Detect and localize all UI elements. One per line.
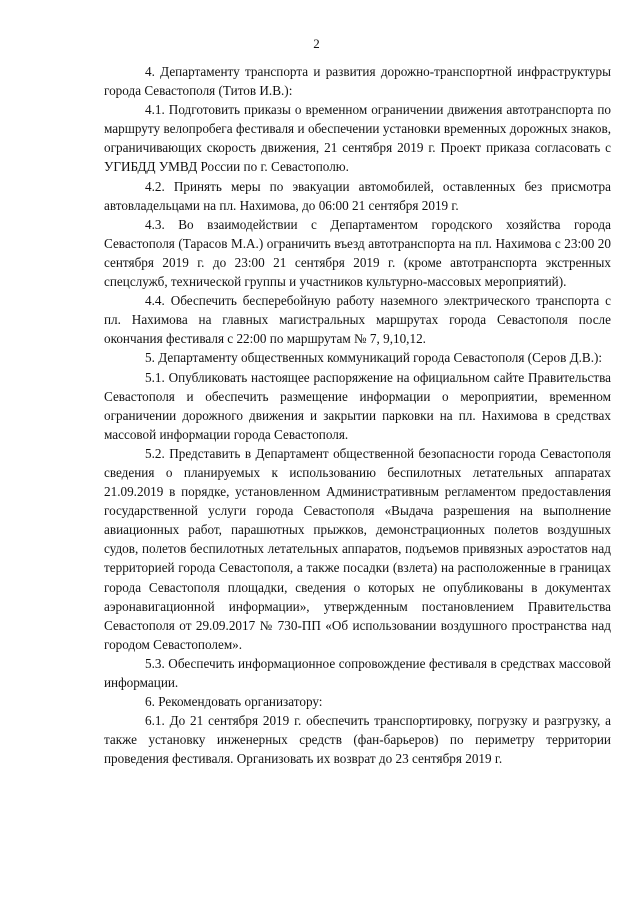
paragraph-5-1: 5.1. Опубликовать настоящее распоряжение на официальном сайте Правительства Севастополя и обеспечить размещение информации о мероприятии, временном ограничении дорожного движения и закрытии парковки на пл. Нахимова в средствах массовой информации города Севастополя.: [104, 369, 611, 442]
paragraph-6: 6. Рекомендовать организатору:: [145, 694, 323, 710]
paragraph-5: 5. Департаменту общественных коммуникаций города Севастополя (Серов Д.В.):: [145, 350, 603, 366]
paragraph-6-1: 6.1. До 21 сентября 2019 г. обеспечить транспортировку, погрузку и разгрузку, а также установку инженерных средств (фан-барьеров) по периметру территории проведения фестиваля. Организовать их возврат до 23 сентября 2019 г.: [104, 713, 611, 767]
paragraph-5-3: 5.3. Обеспечить информационное сопровождение фестиваля в средствах массовой информации.: [104, 655, 611, 690]
paragraph-4-4: 4.4. Обеспечить бесперебойную работу наземного электрического транспорта с пл. Нахимова на главных магистральных маршрутах города Севастополя после окончания фестиваля с 22:00 по маршрутам № 7, 9,10,12.: [104, 293, 611, 347]
document-body: [104, 62, 611, 768]
paragraph-4-2: 4.2. Принять меры по эвакуации автомобилей, оставленных без присмотра автовладельцами на пл. Нахимова, до 06:00 21 сентября 2019 г.: [104, 178, 611, 213]
paragraph-4-3: 4.3. Во взаимодействии с Департаментом городского хозяйства города Севастополя (Тарасов М.А.) ограничить въезд автотранспорта на пл. Нахимова с 23:00 20 сентября 2019 г. до 23:00 21 сентября 2019 г. (кроме автотранспорта экстренных спецслужб, технической группы и участников культурно-массовых мероприятий).: [104, 216, 611, 290]
paragraph-4-1: 4.1. Подготовить приказы о временном ограничении движения автотранспорта по маршруту велопробега фестиваля и обеспечении установки временных дорожных знаков, ограничивающих скорость движения, 21 сентября 2019 г. Проект приказа согласовать с УГИБДД УМВД России по г. Севастополю.: [104, 102, 611, 175]
page-number: 2: [313, 36, 320, 51]
paragraph-4: 4. Департаменту транспорта и развития дорожно-транспортной инфраструктуры города Севастополя (Титов И.В.):: [104, 64, 611, 99]
paragraph-5-2: 5.2. Представить в Департамент общественной безопасности города Севастополя сведения о планируемых к использованию беспилотных летательных аппаратах 21.09.2019 в порядке, установленном Административным регламентом предоставления государственной услуги города Севастополя «Выдача разрешения на выполнение авиационных работ, парашютных прыжков, демонстрационных полетов воздушных судов, полетов беспилотных летательных аппаратов, подъемов привязных аэростатов над территорией города Севастополя, а также посадки (взлета) на расположенные в границах города Севастополя площадки, сведения о которых не опубликованы в документах аэронавигационной информации», утвержденным постановлением Правительства Севастополя от 29.09.2017 № 730-ПП «Об использовании воздушного пространства над городом Севастополем».: [104, 445, 611, 652]
